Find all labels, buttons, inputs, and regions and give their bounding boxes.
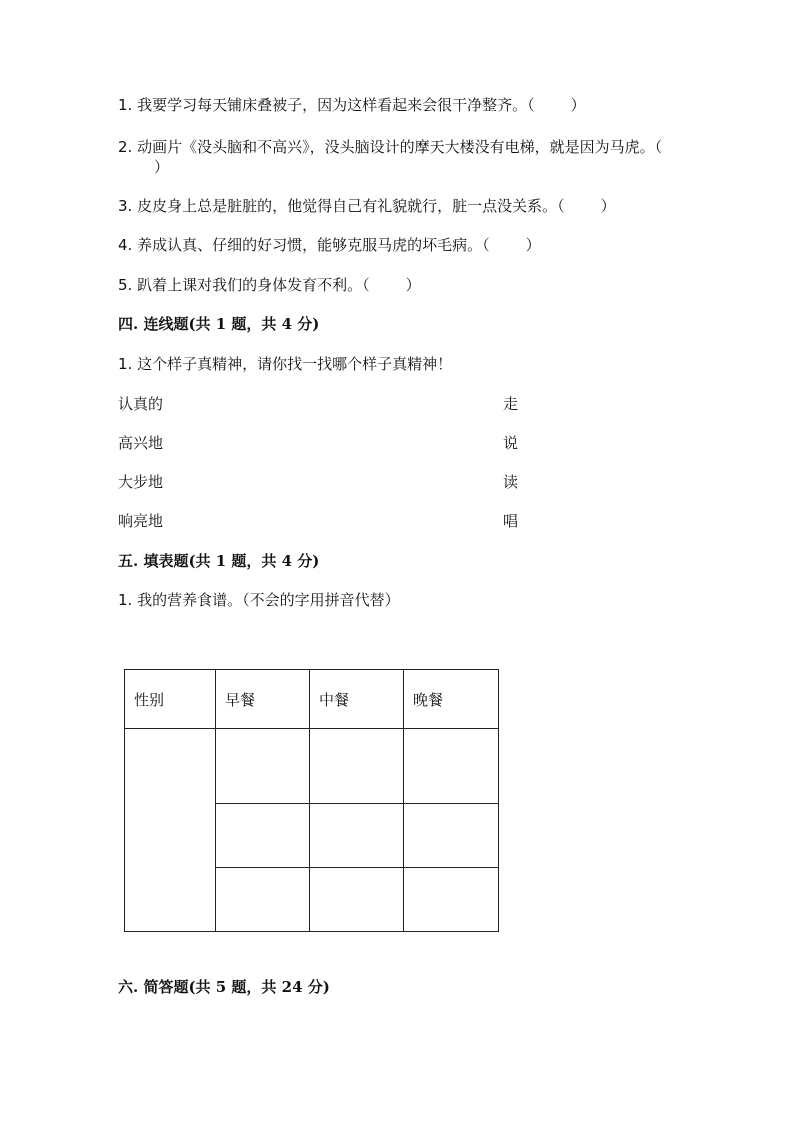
table-header-row bbox=[125, 670, 499, 729]
section-heading-table: 五. 填表题(共 1 题，共 4 分) bbox=[118, 552, 320, 570]
match-right-item[interactable]: 唱 bbox=[503, 512, 519, 530]
match-right-item[interactable]: 走 bbox=[503, 395, 519, 413]
match-left-item[interactable]: 认真的 bbox=[118, 395, 164, 413]
table-row bbox=[125, 729, 499, 804]
header-cell-lunch: 中餐 bbox=[310, 670, 404, 729]
dinner-input-cell[interactable] bbox=[404, 804, 499, 868]
judgement-question-3-text: 3. 皮皮身上总是脏脏的，他觉得自己有礼貌就行，脏一点没关系。（ bbox=[118, 197, 565, 215]
match-right-item[interactable]: 读 bbox=[503, 473, 519, 491]
judgement-question-3: 3. 皮皮身上总是脏脏的，他觉得自己有礼貌就行，脏一点没关系。（ ） bbox=[118, 197, 616, 215]
matching-question: 1. 这个样子真精神，请你找一找哪个样子真精神！ bbox=[118, 355, 453, 373]
match-left-item[interactable]: 高兴地 bbox=[118, 434, 164, 452]
header-cell-dinner: 晚餐 bbox=[404, 670, 499, 729]
section-heading-short-answer: 六. 简答题(共 5 题，共 24 分) bbox=[118, 978, 330, 996]
lunch-input-cell[interactable] bbox=[310, 729, 404, 804]
match-left-item[interactable]: 大步地 bbox=[118, 473, 164, 491]
judgement-question-2-text: 2. 动画片《没头脑和不高兴》，没头脑设计的摩天大楼没有电梯，就是因为马虎。（ bbox=[118, 138, 663, 156]
table-question: 1. 我的营养食谱。（不会的字用拼音代替） bbox=[118, 591, 400, 609]
breakfast-input-cell[interactable] bbox=[216, 729, 310, 804]
judgement-question-1-text: 1. 我要学习每天铺床叠被子，因为这样看起来会很干净整齐。（ bbox=[118, 96, 535, 114]
header-cell-breakfast: 早餐 bbox=[216, 670, 310, 729]
judgement-question-4-text: 4. 养成认真、仔细的好习惯，能够克服马虎的坏毛病。（ bbox=[118, 236, 490, 254]
judgement-question-5: 5. 趴着上课对我们的身体发育不利。（ ） bbox=[118, 276, 421, 294]
breakfast-input-cell[interactable] bbox=[216, 868, 310, 932]
judgement-question-4: 4. 养成认真、仔细的好习惯，能够克服马虎的坏毛病。（ ） bbox=[118, 236, 541, 254]
dinner-input-cell[interactable] bbox=[404, 729, 499, 804]
lunch-input-cell[interactable] bbox=[310, 868, 404, 932]
breakfast-input-cell[interactable] bbox=[216, 804, 310, 868]
meal-plan-table bbox=[124, 669, 499, 932]
match-left-item[interactable]: 响亮地 bbox=[118, 512, 164, 530]
header-cell-gender: 性别 bbox=[125, 670, 216, 729]
dinner-input-cell[interactable] bbox=[404, 868, 499, 932]
judgement-question-5-text: 5. 趴着上课对我们的身体发育不利。（ bbox=[118, 276, 370, 294]
gender-input-cell[interactable] bbox=[125, 729, 216, 932]
section-heading-matching: 四. 连线题(共 1 题，共 4 分) bbox=[118, 315, 320, 333]
match-right-item[interactable]: 说 bbox=[503, 434, 519, 452]
lunch-input-cell[interactable] bbox=[310, 804, 404, 868]
judgement-question-2: 2. 动画片《没头脑和不高兴》，没头脑设计的摩天大楼没有电梯，就是因为马虎。（） bbox=[118, 138, 663, 176]
judgement-question-1: 1. 我要学习每天铺床叠被子，因为这样看起来会很干净整齐。（ ） bbox=[118, 96, 586, 114]
